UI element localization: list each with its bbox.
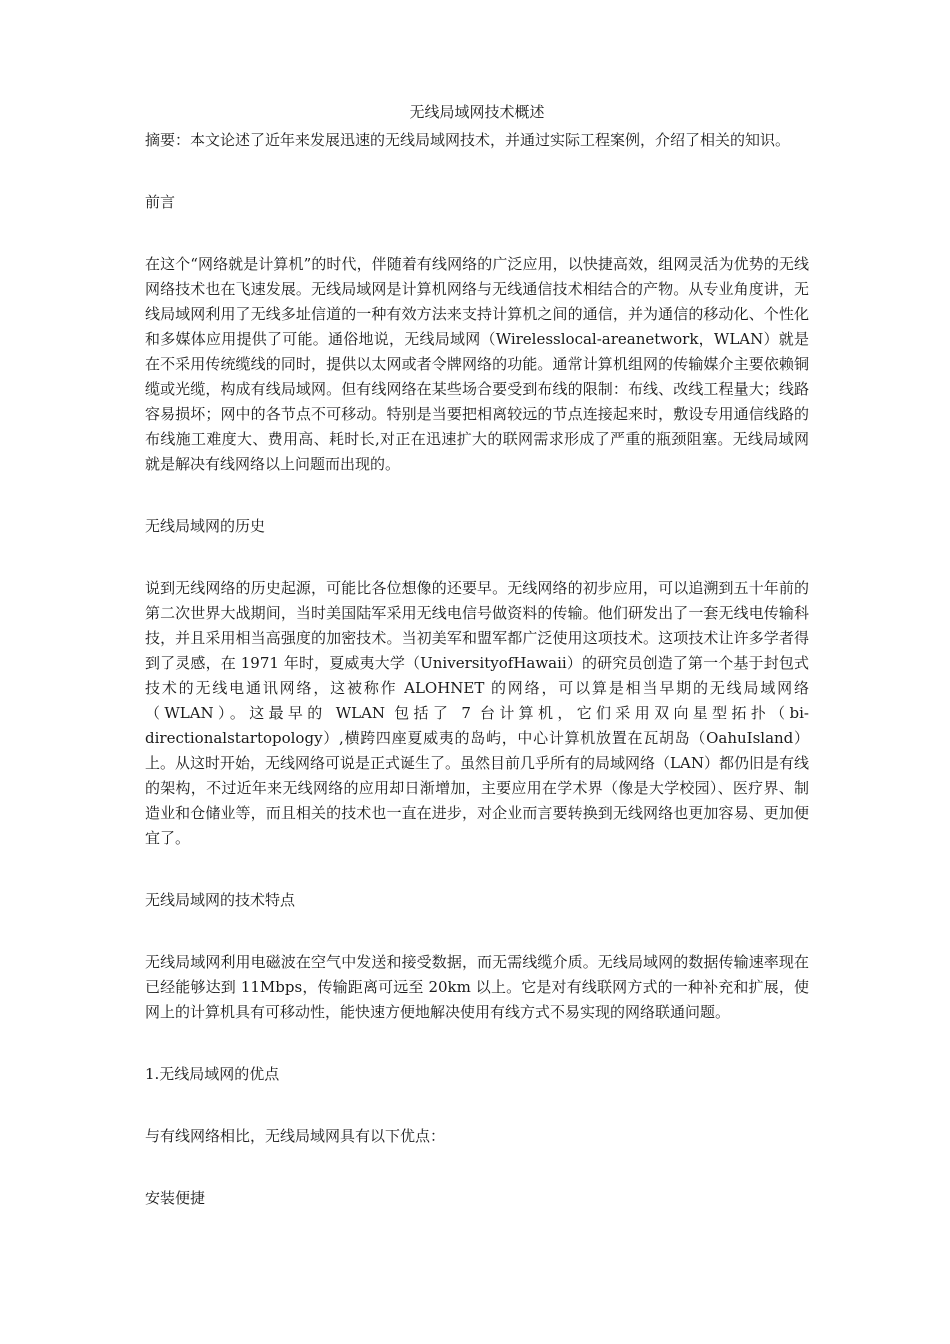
section-heading-features: 无线局域网的技术特点 — [145, 891, 296, 909]
document-body — [145, 100, 809, 1211]
document-title: 无线局域网技术概述 — [409, 103, 545, 121]
spacer — [145, 851, 809, 888]
paragraph-preface: 在这个“网络就是计算机”的时代，伴随着有线网络的广泛应用，以快捷高效，组网灵活为优势的无线网络技术也在飞速发展。无线局域网是计算机网络与无线通信技术相结合的产物。从专业角度讲，无线局域网利用了无线多址信道的一种有效方法来支持计算机之间的通信，并为通信的移动化、个性化和多媒体应用提供了可能。通俗地说，无线局域网（Wirelesslocal-areanetwork，WLAN）就是在不采用传统缆线的同时，提供以太网或者令牌网络的功能。通常计算机组网的传输媒介主要依赖铜缆或光缆，构成有线局域网。但有线网络在某些场合要受到布线的限制：布线、改线工程量大；线路容易损坏；网中的各节点不可移动。特别是当要把相离较远的节点连接起来时，敷设专用通信线路的布线施工难度大、费用高、耗时长,对正在迅速扩大的联网需求形成了严重的瓶颈阻塞。无线局域网就是解决有线网络以上问题而出现的。 — [145, 255, 809, 473]
spacer — [145, 913, 809, 950]
spacer — [145, 539, 809, 576]
section-heading-advantages: 1.无线局域网的优点 — [145, 1065, 280, 1083]
spacer — [145, 215, 809, 252]
section-heading-preface: 前言 — [145, 193, 176, 211]
paragraph-advantages: 与有线网络相比，无线局域网具有以下优点： — [145, 1127, 446, 1145]
spacer — [145, 1025, 809, 1062]
section-heading-easy-install: 安装便捷 — [145, 1189, 206, 1207]
paragraph-features: 无线局域网利用电磁波在空气中发送和接受数据，而无需线缆介质。无线局域网的数据传输速率现在已经能够达到 11Mbps，传输距离可远至 20km 以上。它是对有线联网方式的一种补充和扩展，使网上的计算机具有可移动性，能快速方便地解决使用有线方式不易实现的网络联通问题。 — [145, 953, 809, 1021]
spacer — [145, 477, 809, 514]
paragraph-history: 说到无线网络的历史起源，可能比各位想像的还要早。无线网络的初步应用，可以追溯到五十年前的第二次世界大战期间，当时美国陆军采用无线电信号做资料的传输。他们研发出了一套无线电传输科技，并且采用相当高强度的加密技术。当初美军和盟军都广泛使用这项技术。这项技术让许多学者得到了灵感，在 1971 年时，夏威夷大学（UniversityofHawaii）的研究员创造了第一个基于封包式技术的无线电通讯网络，这被称作 ALOHNET 的网络，可以算是相当早期的无线局域网络（WLAN）。这最早的 WLAN 包括了 7 台计算机，它们采用双向星型拓扑（bi-directionalstartopology）,横跨四座夏威夷的岛屿，中心计算机放置在瓦胡岛（OahuIsland）上。从这时开始，无线网络可说是正式诞生了。虽然目前几乎所有的局域网络（LAN）都仍旧是有线的架构，不过近年来无线网络的应用却日渐增加，主要应用在学术界（像是大学校园）、医疗界、制造业和仓储业等，而且相关的技术也一直在进步，对企业而言要转换到无线网络也更加容易、更加便宜了。 — [145, 579, 809, 847]
spacer — [145, 1087, 809, 1124]
spacer — [145, 153, 809, 190]
section-heading-history: 无线局域网的历史 — [145, 517, 266, 535]
spacer — [145, 1149, 809, 1186]
abstract-paragraph: 摘要：本文论述了近年来发展迅速的无线局域网技术，并通过实际工程案例，介绍了相关的知识。 — [145, 131, 791, 149]
